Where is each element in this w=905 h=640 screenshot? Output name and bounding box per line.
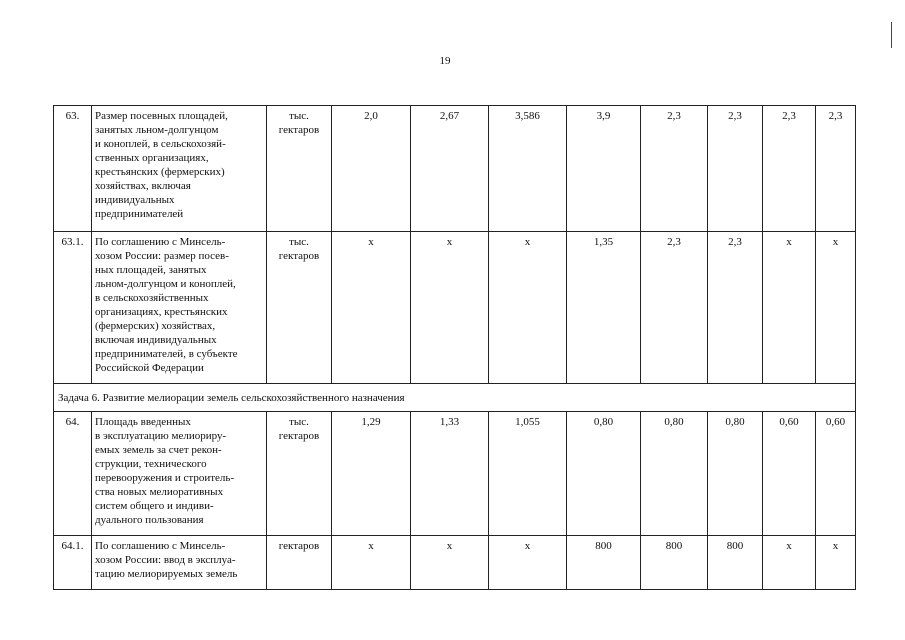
table-row	[54, 412, 856, 536]
value-cell: 0,80	[708, 412, 763, 536]
unit-cell: тыс. гектаров	[267, 106, 332, 232]
indicator-description: Площадь введенных в эксплуатацию мелиориру- емых земель за счет рекон- струкции, технического перевооружения и строитель- ства новых мелиоративных систем общего и индиви- дуального пользования	[92, 412, 267, 536]
unit-cell: гектаров	[267, 536, 332, 590]
value-cell: х	[489, 232, 567, 384]
section-heading: Задача 6. Развитие мелиорации земель сельскохозяйственного назначения	[54, 384, 856, 412]
unit-cell: тыс. гектаров	[267, 412, 332, 536]
value-cell: 2,67	[411, 106, 489, 232]
value-cell: 0,80	[641, 412, 708, 536]
table-row	[54, 232, 856, 384]
page-number: 19	[439, 55, 451, 67]
value-cell: 3,9	[567, 106, 641, 232]
value-cell: х	[489, 536, 567, 590]
value-cell: х	[332, 232, 411, 384]
value-cell: х	[332, 536, 411, 590]
row-number: 64.	[54, 412, 92, 536]
value-cell: 2,3	[816, 106, 856, 232]
value-cell: х	[816, 232, 856, 384]
value-cell: 2,3	[708, 232, 763, 384]
value-cell: 2,3	[641, 232, 708, 384]
value-cell: 0,60	[816, 412, 856, 536]
value-cell: 2,3	[763, 106, 816, 232]
value-cell: х	[816, 536, 856, 590]
value-cell: 3,586	[489, 106, 567, 232]
value-cell: 800	[641, 536, 708, 590]
row-number: 63.1.	[54, 232, 92, 384]
value-cell: х	[763, 232, 816, 384]
row-number: 63.	[54, 106, 92, 232]
value-cell: 1,29	[332, 412, 411, 536]
margin-rule	[891, 22, 892, 48]
value-cell: 2,3	[641, 106, 708, 232]
value-cell: х	[763, 536, 816, 590]
table-row	[54, 106, 856, 232]
value-cell: 1,055	[489, 412, 567, 536]
value-cell: 1,35	[567, 232, 641, 384]
row-number: 64.1.	[54, 536, 92, 590]
value-cell: 800	[708, 536, 763, 590]
value-cell: 800	[567, 536, 641, 590]
value-cell: 0,80	[567, 412, 641, 536]
section-row	[54, 384, 856, 412]
value-cell: 1,33	[411, 412, 489, 536]
indicator-description: Размер посевных площадей, занятых льном-долгунцом и коноплей, в сельскохозяй- ственных организациях, крестьянских (фермерских) хозяйствах, включая индивидуальных предпринимателей	[92, 106, 267, 232]
indicator-description: По соглашению с Минсель- хозом России: размер посев- ных площадей, занятых льном-долгунцом и коноплей, в сельскохозяйственных организациях, крестьянских (фермерских) хозяйствах, включая индивидуальных предпринимателей, в субъекте Российской Федерации	[92, 232, 267, 384]
value-cell: 2,3	[708, 106, 763, 232]
unit-cell: тыс. гектаров	[267, 232, 332, 384]
value-cell: 0,60	[763, 412, 816, 536]
indicator-description: По соглашению с Минсель- хозом России: ввод в эксплуа- тацию мелиорируемых земель	[92, 536, 267, 590]
value-cell: х	[411, 232, 489, 384]
value-cell: 2,0	[332, 106, 411, 232]
table-row	[54, 536, 856, 590]
indicators-table	[53, 105, 856, 590]
value-cell: х	[411, 536, 489, 590]
